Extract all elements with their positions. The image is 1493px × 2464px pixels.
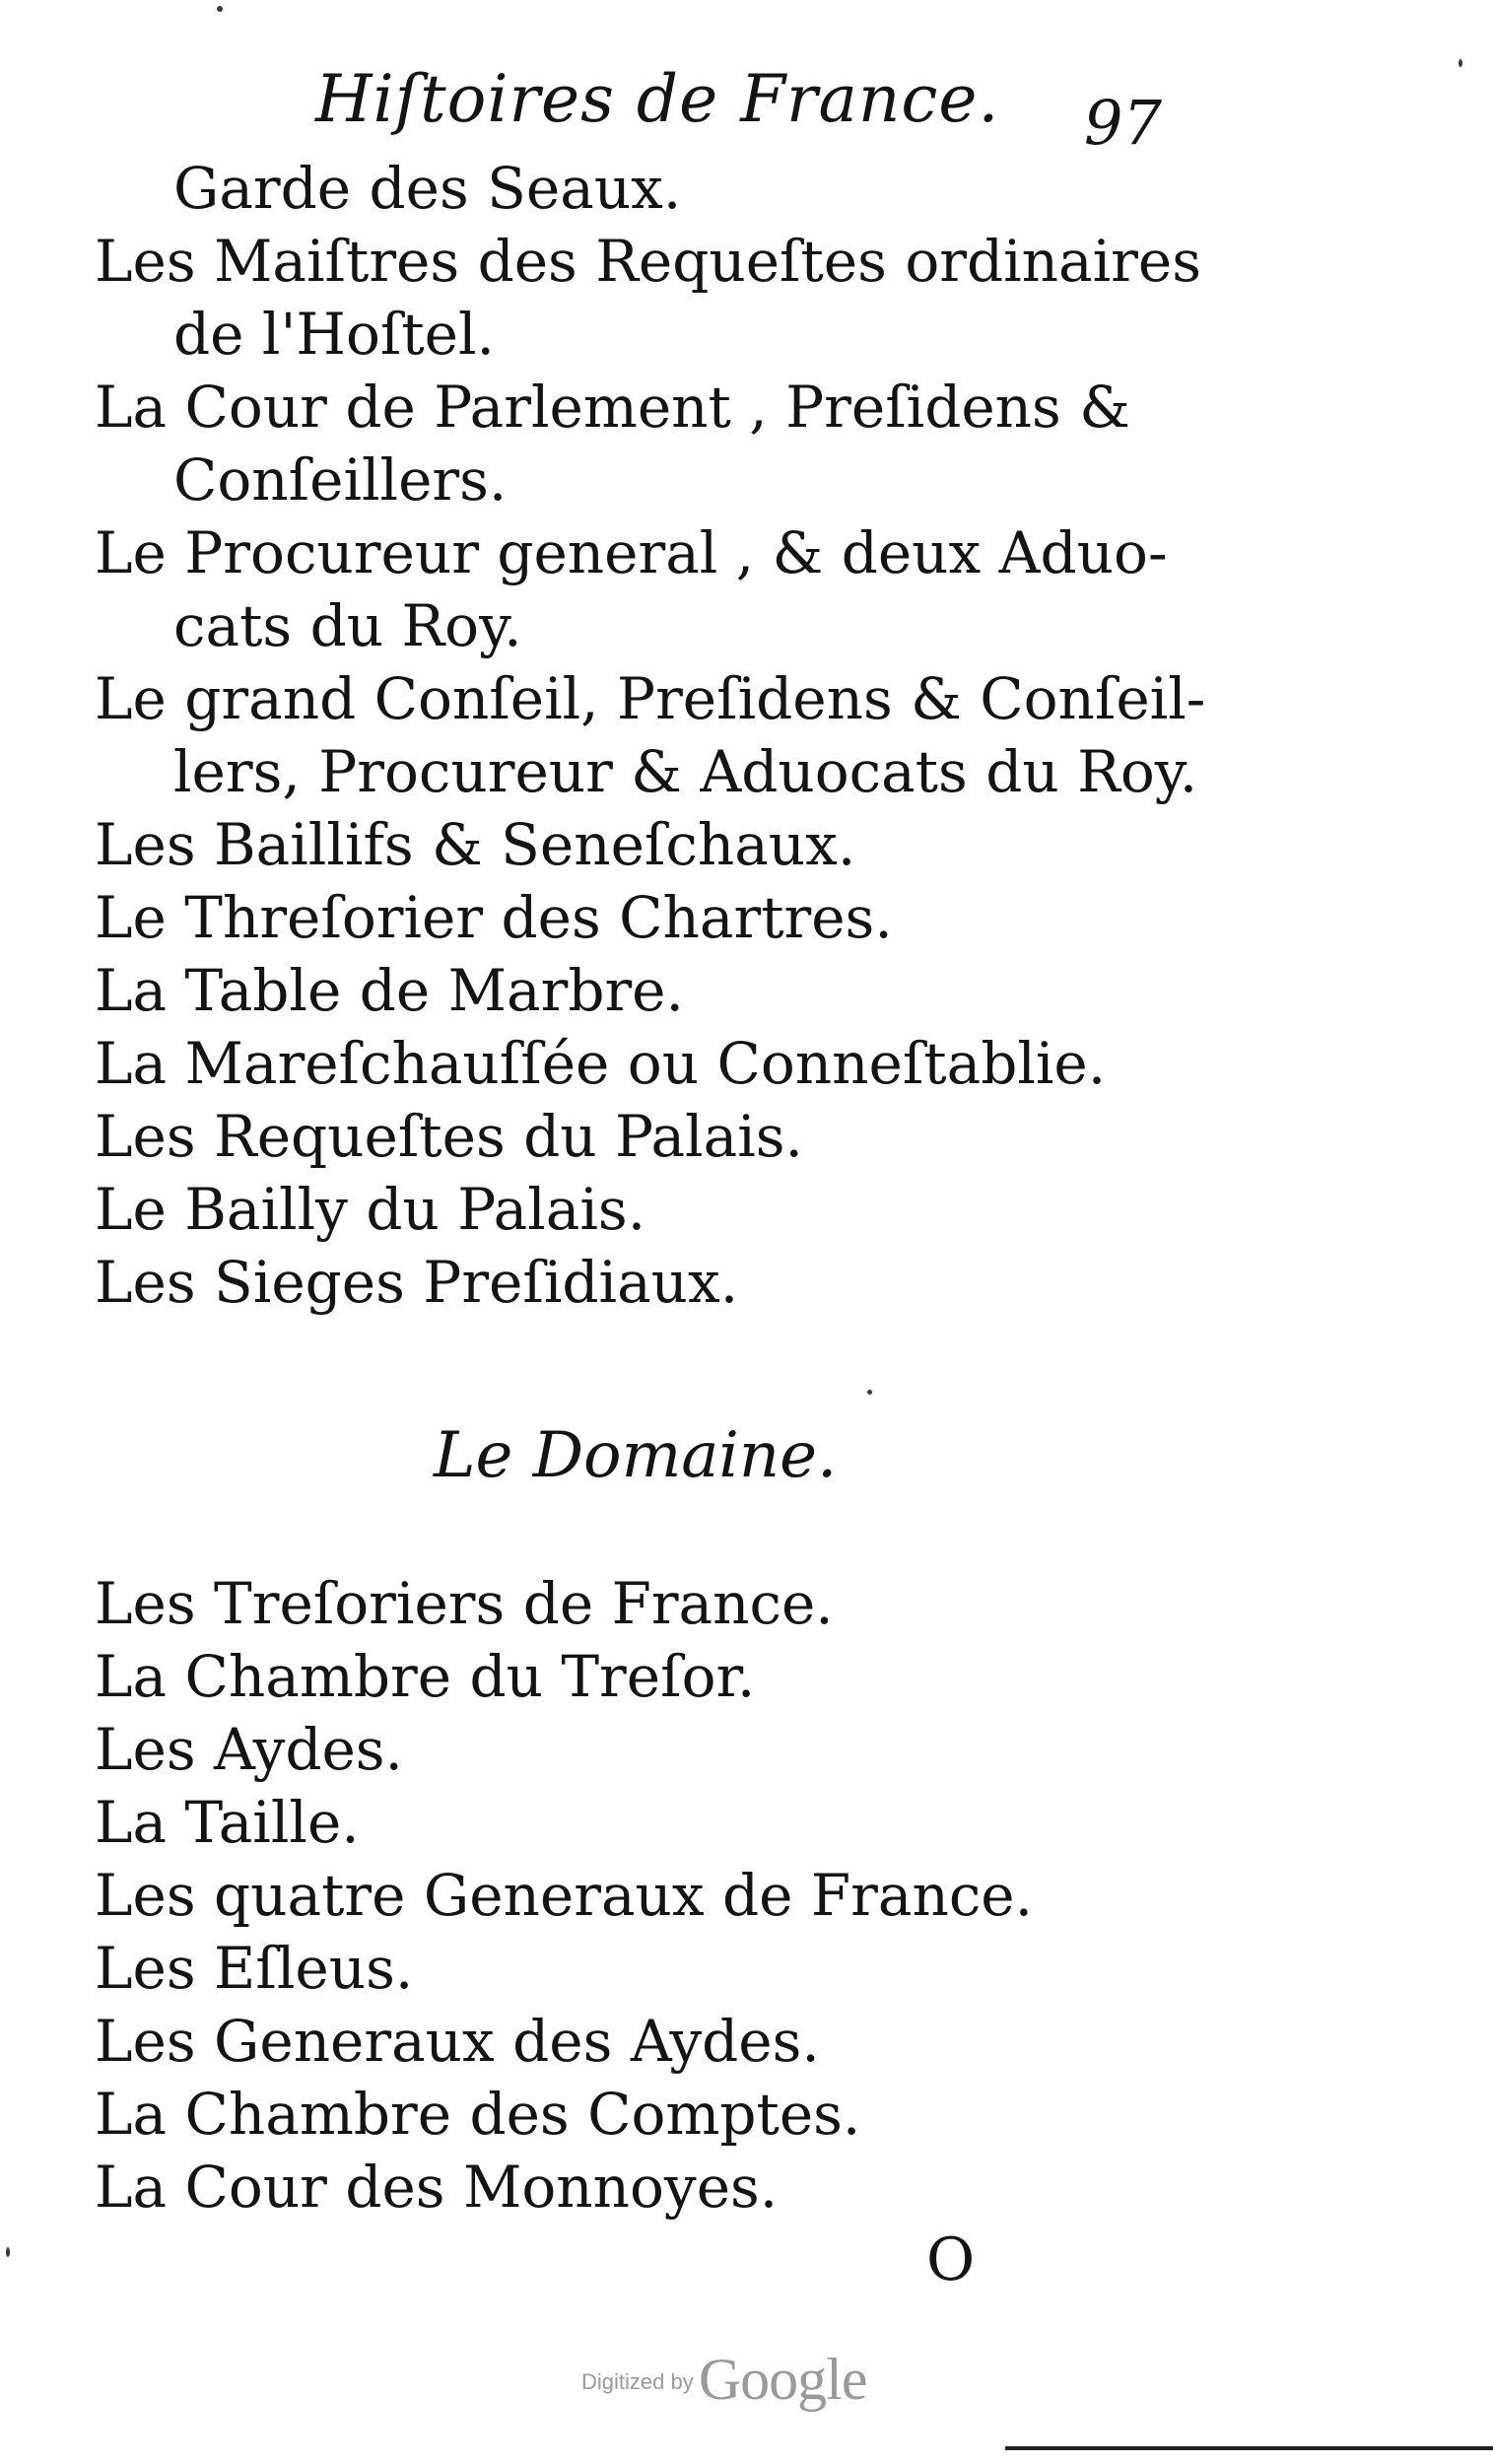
list-item: Les Maiſtres des Requeſtes ordinaires	[95, 228, 1201, 295]
page-number: 97	[1084, 87, 1162, 159]
scan-speck	[217, 6, 223, 12]
list-item: Le Bailly du Palais.	[95, 1176, 646, 1243]
watermark-prefix: Digitized by	[581, 2369, 694, 2394]
list-item: La Chambre du Treſor.	[95, 1643, 756, 1710]
list-item: La Mareſchauſſée ou Conneſtablie.	[95, 1030, 1107, 1097]
signature-mark: O	[926, 2225, 976, 2294]
list-item: La Chambre des Comptes.	[95, 2081, 861, 2148]
running-title: Hiſtoires de France.	[315, 61, 1000, 137]
list-item: Le grand Conſeil, Preſidens & Conſeil-	[95, 665, 1206, 732]
office-list	[95, 152, 1238, 1319]
digitization-watermark	[581, 2346, 866, 2414]
list-item: Les Treſoriers de France.	[95, 1570, 834, 1637]
list-item: Les Sieges Preſidiaux.	[95, 1249, 739, 1316]
scan-speck	[6, 2247, 10, 2257]
list-item: de l'Hoſtel.	[173, 301, 495, 368]
list-item: La Cour de Parlement , Preſidens &	[95, 374, 1130, 441]
domain-list	[95, 1567, 1238, 2224]
list-item: Garde des Seaux.	[173, 155, 682, 222]
list-item: Les quatre Generaux de France.	[95, 1862, 1034, 1929]
list-item: La Cour des Monnoyes.	[95, 2154, 779, 2221]
bottom-rule	[1005, 2446, 1493, 2450]
list-item: Conſeillers.	[173, 446, 508, 513]
list-item: Le Procureur general , & deux Aduo-	[95, 519, 1168, 586]
list-item: La Table de Marbre.	[95, 957, 684, 1024]
list-item: Les Baillifs & Seneſchaux.	[95, 811, 856, 878]
list-item: Les Eſleus.	[95, 1935, 414, 2002]
watermark-brand: Google	[698, 2347, 867, 2412]
scan-speck	[867, 1390, 872, 1395]
list-item: Le Threſorier des Chartres.	[95, 884, 893, 951]
list-item: Les Requeſtes du Palais.	[95, 1103, 803, 1170]
scan-speck	[1459, 59, 1462, 67]
list-item: Les Generaux des Aydes.	[95, 2008, 820, 2075]
list-item: La Taille.	[95, 1789, 360, 1856]
section-heading: Le Domaine.	[434, 1419, 838, 1492]
list-item: Les Aydes.	[95, 1716, 403, 1783]
list-item: cats du Roy.	[173, 592, 522, 659]
list-item: lers, Procureur & Aduocats du Roy.	[173, 738, 1198, 805]
